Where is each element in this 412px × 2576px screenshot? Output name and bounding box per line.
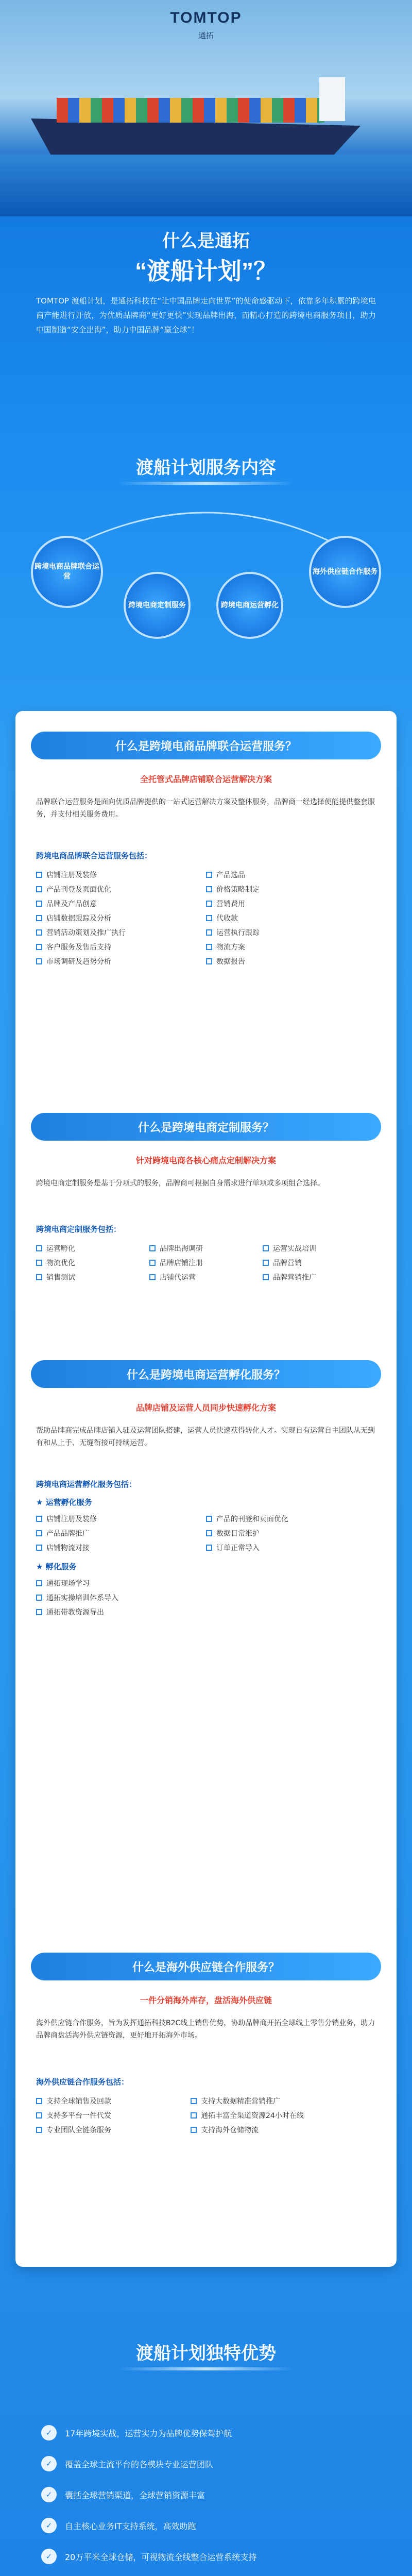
list-item: 通拓现场学习 — [36, 1577, 376, 1591]
advantage-icon: ✓ — [41, 2518, 57, 2533]
q3-slogan: 品牌店铺及运营人员同步快速孵化方案 — [135, 1403, 276, 1413]
list-item: 通拓带教资源导出 — [36, 1605, 376, 1620]
intro-heading-main: “渡船计划”？ — [135, 258, 277, 284]
advantage-item: ✓ 自主核心业务IT支持系统，高效助跑 — [41, 2514, 371, 2537]
list-item: 代收款 — [206, 911, 376, 926]
intro-heading: 什么是通拓 — [162, 231, 250, 251]
list-item: 品牌营销 — [263, 1256, 376, 1270]
list-item: 运营执行跟踪 — [206, 926, 376, 940]
q3-title: 什么是跨境电商运营孵化服务？ — [31, 1360, 381, 1388]
q4-slogan: 一件分销海外库存，盘活海外供应链 — [140, 1995, 272, 2005]
services-title: 渡船计划服务内容 — [136, 458, 276, 478]
title-underline — [118, 2367, 294, 2370]
list-item: 通拓实操培训体系导入 — [36, 1591, 376, 1605]
list-item: 产品刊登及页面优化 — [36, 883, 206, 897]
hero-banner — [0, 0, 412, 216]
title-underline — [118, 482, 294, 485]
q3-sub2-list — [36, 1577, 376, 1620]
ship-hull — [31, 118, 360, 155]
q1-desc: 品牌联合运营服务是面向优质品牌提供的一站式运营解决方案及整体服务，品牌商一经选择便能提供整套服务，并支付相关服务费用。 — [36, 798, 375, 819]
q2-title: 什么是跨境电商定制服务？ — [31, 1113, 381, 1141]
list-item: 产品选品 — [206, 868, 376, 883]
list-item: 支持多平台一件代发 — [36, 2109, 191, 2123]
sea — [0, 155, 412, 216]
q2-list — [36, 1242, 376, 1285]
list-item: 专业团队全链条服务 — [36, 2123, 191, 2138]
list-item: 营销费用 — [206, 897, 376, 911]
intro-paragraph: TOMTOP 渡船计划，是通拓科技在“让中国品牌走向世界”的使命感驱动下，依靠多年积累的跨境电商产能进行开放，为优质品牌商“更好更快”实现品牌出海，而精心打造的跨境电商服务项目，助力中国制造“安全出海”，助力中国品牌“赢全球”！ — [36, 296, 376, 334]
advantage-icon: ✓ — [41, 2549, 57, 2564]
list-item: 店铺物流对接 — [36, 1541, 206, 1555]
service-bubble-joint-operation[interactable]: 跨境电商品牌联合运营 — [31, 536, 103, 608]
list-item: 品牌营销推广 — [263, 1270, 376, 1285]
list-item: 店铺注册及装修 — [36, 1512, 206, 1527]
list-item: 市场调研及趋势分析 — [36, 955, 206, 969]
list-item: 品牌出海调研 — [149, 1242, 263, 1256]
q1-list — [36, 868, 376, 969]
q4-title: 什么是海外供应链合作服务？ — [31, 1953, 381, 1980]
list-item: 产品品牌推广 — [36, 1527, 206, 1541]
q3-sub1-list — [36, 1512, 376, 1555]
logo: TOMTOP — [170, 9, 242, 26]
advantages-title: 渡船计划独特优势 — [136, 2344, 276, 2363]
list-item: 数据日常维护 — [206, 1527, 376, 1541]
q2-slogan: 针对跨境电商各核心痛点定制解决方案 — [135, 1156, 276, 1165]
list-item: 通拓丰富全渠道资源24小时在线 — [191, 2109, 376, 2123]
advantage-item: ✓ 20万平米全球仓储，可视物流全线整合运营系统支持 — [41, 2545, 371, 2568]
service-bubble-custom[interactable]: 跨境电商定制服务 — [124, 572, 191, 639]
list-item: 运营实战培训 — [263, 1242, 376, 1256]
list-item: 品牌及产品创意 — [36, 897, 206, 911]
list-item: 店铺代运营 — [149, 1270, 263, 1285]
logo-sub: 通拓 — [198, 31, 214, 40]
ship-bridge — [319, 77, 345, 121]
advantage-icon: ✓ — [41, 2456, 57, 2471]
list-item: 店铺数据跟踪及分析 — [36, 911, 206, 926]
list-item: 营销活动策划及推广执行 — [36, 926, 206, 940]
q1-list-title: 跨境电商品牌联合运营服务包括： — [36, 851, 152, 860]
q2-desc: 跨境电商定制服务是基于分项式的服务，品牌商可根据自身需求进行单项或多项组合选择。 — [36, 1179, 324, 1188]
advantage-item: ✓ 17年跨境实战，运营实力为品牌优势保驾护航 — [41, 2421, 371, 2444]
list-item: 订单正常导入 — [206, 1541, 376, 1555]
advantage-item: ✓ 覆盖全球主流平台的各模块专业运营团队 — [41, 2452, 371, 2475]
advantage-icon: ✓ — [41, 2425, 57, 2441]
list-item: 物流方案 — [206, 940, 376, 955]
list-item: 支持大数据精准营销推广 — [191, 2094, 376, 2109]
q3-list-title: 跨境电商运营孵化服务包括： — [36, 1480, 137, 1489]
list-item: 品牌店铺注册 — [149, 1256, 263, 1270]
advantage-item: ✓ 囊括全球营销渠道，全球营销资源丰富 — [41, 2483, 371, 2506]
list-item: 支持全球销售及回款 — [36, 2094, 191, 2109]
list-item: 物流优化 — [36, 1256, 149, 1270]
q2-list-title: 跨境电商定制服务包括： — [36, 1225, 122, 1234]
service-bubble-supply-chain[interactable]: 海外供应链合作服务 — [309, 536, 381, 608]
q4-desc: 海外供应链合作服务，旨为发挥通拓科技B2C线上销售优势，协助品牌商开拓全球线上零售分销业务，助力品牌商盘活海外供应链资源，更好地开拓海外市场。 — [36, 2019, 375, 2040]
q1-slogan: 全托管式品牌店铺联合运营解决方案 — [140, 774, 272, 784]
q3-desc: 帮助品牌商完成品牌店铺入驻及运营团队搭建，运营人员快速获得转化人才。实现自有运营自主团队从无到有和从上手、无缝衔接可持续运营。 — [36, 1427, 375, 1447]
advantage-icon: ✓ — [41, 2487, 57, 2502]
q4-list — [36, 2094, 376, 2138]
list-item: 店铺注册及装修 — [36, 868, 206, 883]
list-item: 产品的刊登和页面优化 — [206, 1512, 376, 1527]
list-item: 价格策略制定 — [206, 883, 376, 897]
q4-list-title: 海外供应链合作服务包括： — [36, 2077, 129, 2087]
list-item: 数据报告 — [206, 955, 376, 969]
q1-title: 什么是跨境电商品牌联合运营服务？ — [31, 732, 381, 759]
list-item: 销售测试 — [36, 1270, 149, 1285]
service-bubble-incubation[interactable]: 跨境电商运营孵化 — [216, 572, 283, 639]
q3-sub2: ★ 孵化服务 — [36, 1562, 77, 1571]
list-item: 客户服务及售后支持 — [36, 940, 206, 955]
q3-sub1: ★ 运营孵化服务 — [36, 1498, 92, 1507]
list-item: 运营孵化 — [36, 1242, 149, 1256]
ship-containers — [57, 98, 324, 123]
list-item: 支持海外仓储物流 — [191, 2123, 376, 2138]
